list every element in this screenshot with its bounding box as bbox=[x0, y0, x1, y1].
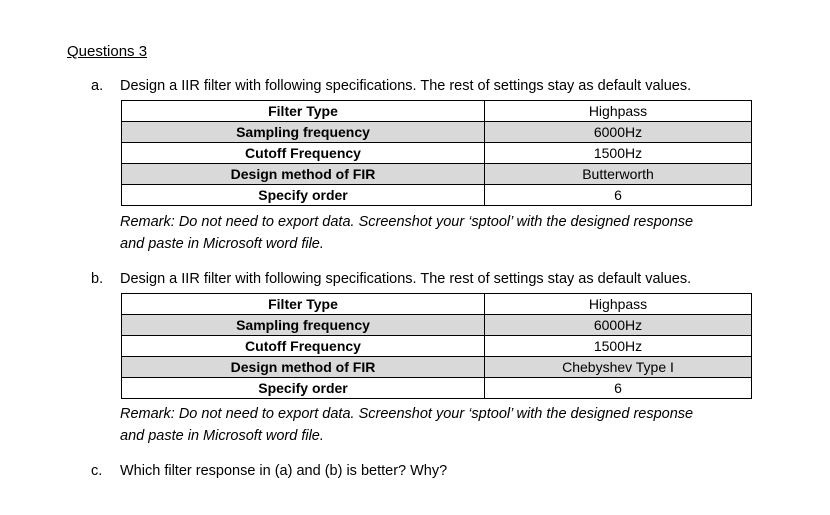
spec-table-a bbox=[121, 100, 752, 206]
spec-label: Sampling frequency bbox=[122, 315, 485, 336]
remark-b bbox=[120, 403, 693, 447]
table-row bbox=[122, 357, 752, 378]
table-row bbox=[122, 315, 752, 336]
spec-label: Cutoff Frequency bbox=[122, 336, 485, 357]
spec-value: 6000Hz bbox=[485, 122, 752, 143]
spec-label: Filter Type bbox=[122, 294, 485, 315]
spec-label: Specify order bbox=[122, 378, 485, 399]
spec-value: 6 bbox=[485, 185, 752, 206]
table-row bbox=[122, 378, 752, 399]
spec-value: 6 bbox=[485, 378, 752, 399]
table-row bbox=[122, 143, 752, 164]
spec-value: Highpass bbox=[485, 294, 752, 315]
table-row bbox=[122, 122, 752, 143]
spec-value: 1500Hz bbox=[485, 336, 752, 357]
remark-a bbox=[120, 211, 693, 255]
question-c bbox=[91, 463, 447, 479]
remark-a-line1: Remark: Do not need to export data. Screenshot your ‘sptool’ with the designed response bbox=[120, 214, 694, 230]
spec-value: Butterworth bbox=[485, 164, 752, 185]
questions-title: Questions 3 bbox=[67, 43, 148, 60]
spec-label: Specify order bbox=[122, 185, 485, 206]
table-row bbox=[122, 185, 752, 206]
spec-value: Highpass bbox=[485, 101, 752, 122]
question-b bbox=[91, 271, 691, 287]
spec-label: Design method of FIR bbox=[122, 164, 485, 185]
table-row bbox=[122, 164, 752, 185]
spec-value: 1500Hz bbox=[485, 143, 752, 164]
question-a-marker: a. bbox=[91, 78, 104, 94]
table-row bbox=[122, 101, 752, 122]
spec-table-b bbox=[121, 293, 752, 399]
question-b-text: Design a IIR filter with following specifications. The rest of settings stay as default values. bbox=[120, 271, 692, 287]
spec-label: Sampling frequency bbox=[122, 122, 485, 143]
remark-b-line1: Remark: Do not need to export data. Screenshot your ‘sptool’ with the designed response bbox=[120, 406, 694, 422]
spec-label: Filter Type bbox=[122, 101, 485, 122]
spec-label: Cutoff Frequency bbox=[122, 143, 485, 164]
remark-a-line2: and paste in Microsoft word file. bbox=[120, 236, 324, 252]
spec-label: Design method of FIR bbox=[122, 357, 485, 378]
spec-value: Chebyshev Type I bbox=[485, 357, 752, 378]
question-c-marker: c. bbox=[91, 463, 103, 479]
question-b-marker: b. bbox=[91, 271, 104, 287]
remark-b-line2: and paste in Microsoft word file. bbox=[120, 428, 324, 444]
question-a-text: Design a IIR filter with following specifications. The rest of settings stay as default values. bbox=[120, 78, 692, 94]
question-a bbox=[91, 78, 691, 94]
spec-value: 6000Hz bbox=[485, 315, 752, 336]
table-row bbox=[122, 336, 752, 357]
table-row bbox=[122, 294, 752, 315]
question-c-text: Which filter response in (a) and (b) is better? Why? bbox=[120, 463, 448, 479]
